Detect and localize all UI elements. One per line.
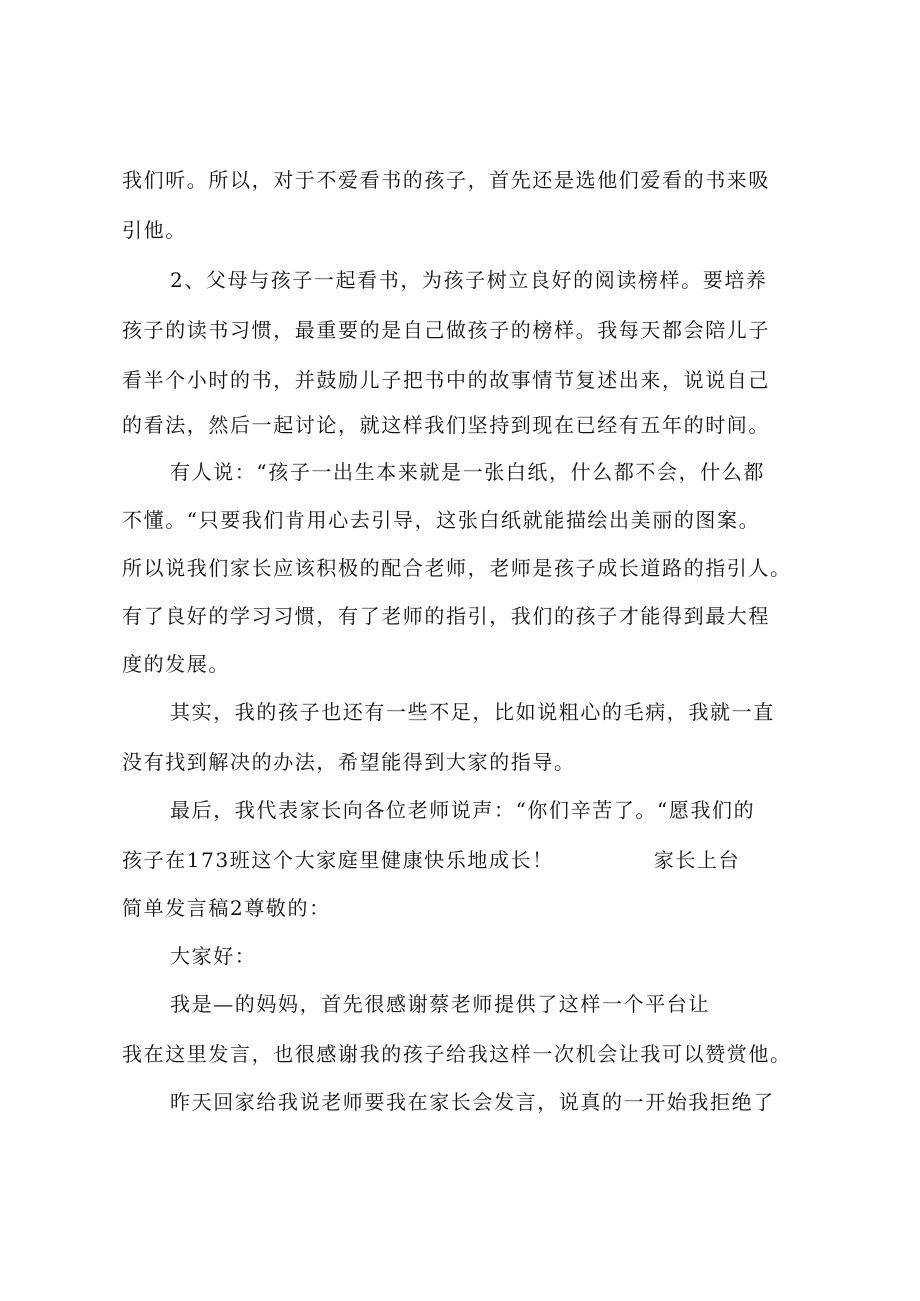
text-line: 引他。	[122, 218, 187, 242]
paragraph-start: 最后，我代表家长向各位老师说声：“你们辛苦了。“愿我们的	[170, 798, 756, 822]
paragraph-start: 昨天回家给我说老师要我在家长会发言，说真的一开始我拒绝了	[170, 1090, 775, 1114]
article-title-fragment: 家长上台	[653, 848, 741, 872]
text-fragment: 孩子在173班这个大家庭里健康快乐地成长！	[122, 848, 554, 872]
text-line: 的看法，然后一起讨论，就这样我们坚持到现在已经有五年的时间。	[122, 413, 770, 437]
paragraph-start: 2、父母与孩子一起看书，为孩子树立良好的阅读榜样。要培养	[170, 268, 768, 292]
paragraph-start: 我是—的妈妈，首先很感谢蔡老师提供了这样一个平台让	[170, 992, 710, 1016]
text-line: 不懂。“只要我们肯用心去引导，这张白纸就能描绘出美丽的图案。	[122, 508, 761, 532]
text-line: 所以说我们家长应该积极的配合老师，老师是孩子成长道路的指引人。	[122, 556, 792, 580]
text-line-with-heading	[122, 848, 740, 872]
text-line: 我们听。所以，对于不爱看书的孩子，首先还是选他们爱看的书来吸	[122, 168, 770, 192]
text-line: 我在这里发言，也很感谢我的孩子给我这样一次机会让我可以赞赏他。	[122, 1042, 792, 1066]
text-line: 孩子的读书习惯，最重要的是自己做孩子的榜样。我每天都会陪儿子	[122, 318, 770, 342]
text-line: 有了良好的学习习惯，有了老师的指引，我们的孩子才能得到最大程	[122, 604, 770, 628]
article-title-continued: 简单发言稿2尊敬的：	[122, 896, 331, 920]
text-line: 度的发展。	[122, 652, 230, 676]
paragraph-start: 有人说：“孩子一出生本来就是一张白纸，什么都不会，什么都	[170, 460, 766, 484]
greeting: 大家好：	[170, 944, 257, 968]
text-line: 看半个小时的书，并鼓励儿子把书中的故事情节复述出来，说说自己	[122, 368, 770, 392]
text-line: 没有找到解决的办法，希望能得到大家的指导。	[122, 750, 576, 774]
paragraph-start: 其实，我的孩子也还有一些不足，比如说粗心的毛病，我就一直	[170, 700, 775, 724]
